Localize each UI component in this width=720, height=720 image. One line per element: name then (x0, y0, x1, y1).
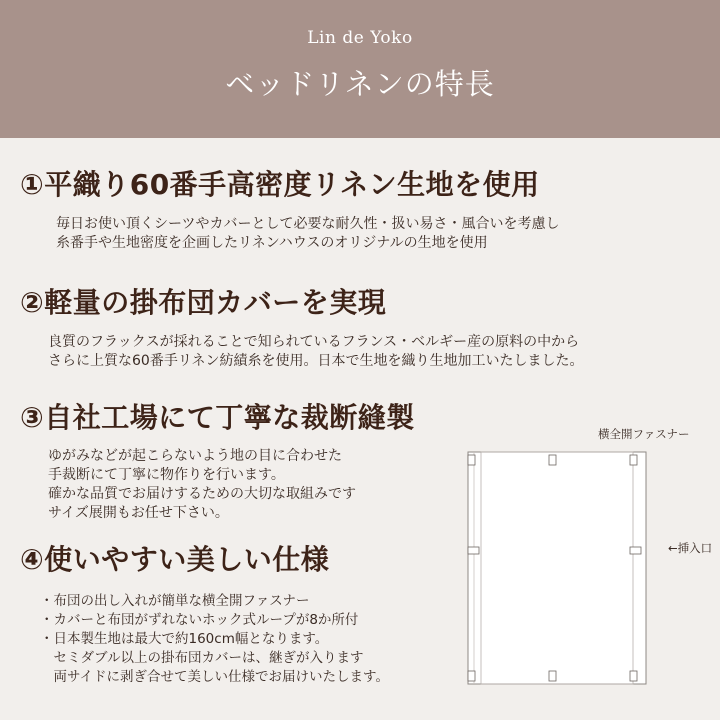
bullet-item: 両サイドに剥ぎ合せて美しい仕様でお届けいたします。 (40, 669, 389, 685)
loop-marker (468, 547, 479, 554)
section-2-body (48, 333, 584, 371)
loop-marker (468, 671, 475, 681)
section-1-title: ①平織り60番手高密度リネン生地を使用 (20, 168, 540, 201)
duvet-cover-diagram (458, 418, 720, 698)
bullet-item: ・カバーと布団がずれないホック式ループが8か所付 (40, 612, 359, 628)
section-4-title: ④使いやすい美しい仕様 (20, 543, 330, 576)
section-1-line-2: 糸番手や生地密度を企画したリネンハウスのオリジナルの生地を使用 (56, 235, 488, 251)
loop-marker (549, 455, 556, 465)
section-3-title: ③自社工場にて丁寧な裁断縫製 (20, 401, 415, 434)
section-3-body (48, 447, 356, 523)
section-3-line-3: 確かな品質でお届けするための大切な取組みです (48, 486, 356, 502)
cover-outline (468, 452, 646, 684)
section-3-line-1: ゆがみなどが起こらないよう地の目に合わせた (48, 448, 342, 464)
section-2-title: ②軽量の掛布団カバーを実現 (20, 286, 387, 319)
duvet-cover-illustration (458, 418, 720, 698)
page-title: ベッドリネンの特長 (225, 67, 495, 101)
loop-marker (630, 455, 637, 465)
section-1-line-1: 毎日お使い頂くシーツやカバーとして必要な耐久性・扱い易さ・風合いを考慮し (56, 216, 560, 232)
loop-marker (630, 671, 637, 681)
loop-marker (630, 547, 641, 554)
bullet-item: セミダブル以上の掛布団カバーは、継ぎが入ります (40, 650, 364, 666)
section-2-line-1: 良質のフラックスが採れることで知られているフランス・ベルギー産の原料の中から (48, 334, 580, 350)
loop-marker (468, 455, 475, 465)
section-3-line-2: 手裁断にて丁寧に物作りを行います。 (48, 467, 285, 483)
zipper-caption: 横全開ファスナー (598, 427, 690, 441)
section-1-body (56, 215, 559, 253)
section-3-line-4: サイズ展開もお任せ下さい。 (48, 505, 229, 521)
section-2-line-2: さらに上質な60番手リネン紡績糸を使用。日本で生地を織り生地加工いたしました。 (48, 353, 584, 369)
section-4-bullets (40, 592, 389, 687)
header-banner (0, 0, 720, 138)
bullet-item: ・日本製生地は最大で約160cm幅となります。 (40, 631, 329, 647)
insert-opening-label: ←挿入口 (668, 541, 713, 555)
brand-name: Lin de Yoko (307, 28, 413, 48)
bullet-item: ・布団の出し入れが簡単な横全開ファスナー (40, 593, 310, 609)
loop-marker (549, 671, 556, 681)
